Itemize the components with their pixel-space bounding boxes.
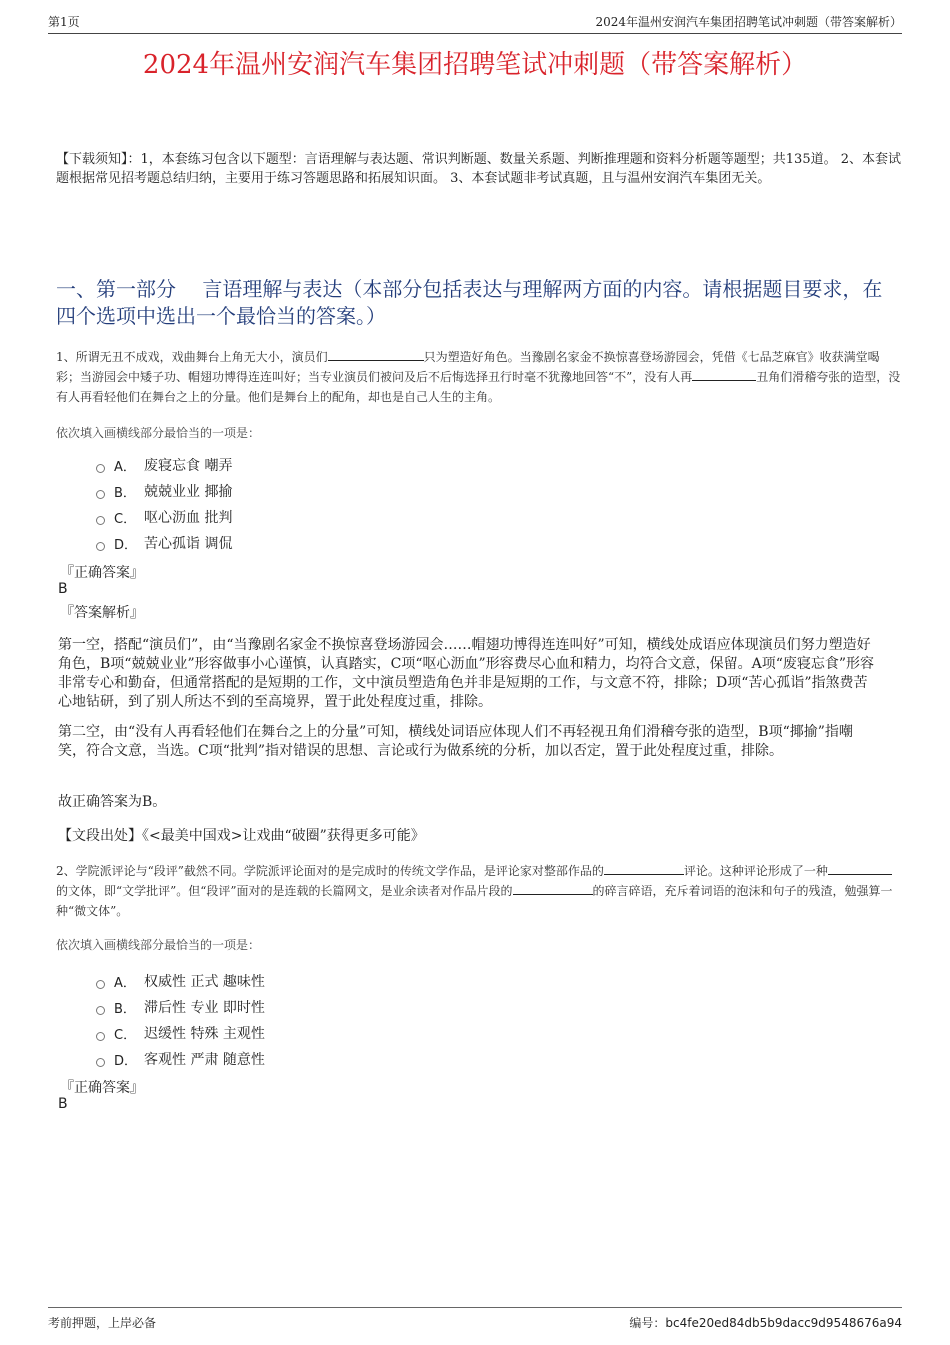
option-b[interactable]: B． 滞后性 专业 即时性 [96, 994, 265, 1020]
analysis-conclusion: 故正确答案为B。 [58, 794, 167, 810]
page-footer [48, 1307, 902, 1331]
option-d[interactable]: D． 苦心孤诣 调侃 [96, 530, 232, 556]
radio-icon[interactable] [96, 980, 105, 989]
analysis-paragraph-2: 第二空，由“没有人再看轻他们在舞台之上的分量”可知，横线处词语应体现人们不再轻视丑角们滑稽夸张的造型，B项“揶揄”指嘲笑，符合文意，当选。C项“批判”指对错误的思想、言论或行为做系统的分析，加以否定，置于此处程度过重，排除。 [58, 724, 853, 759]
section-heading: 一、第一部分 言语理解与表达（本部分包括表达与理解两方面的内容。请根据题目要求，在四个选项中选出一个最恰当的答案。） [56, 277, 883, 328]
question-1-stem: 1、所谓无丑不成戏，戏曲舞台上角无大小，演员们 只为塑造好角色。当豫剧名家金不换惊喜登场游园会，凭借《七品芝麻官》收获满堂喝彩；当游园会中矮子功、帽翅功博得连连叫好；当专业演员们被问及后不后悔选择丑行时毫不犹豫地回答“不”，没有人再 丑角们滑稽夸张的造型，没有人再看轻他们在舞台之上的分量。他们是舞台上的配角，却也是自己人生的主角。 [56, 350, 901, 404]
option-c[interactable]: C． 呕心沥血 批判 [96, 504, 232, 530]
analysis-label: 『答案解析』 [60, 605, 144, 621]
radio-icon[interactable] [96, 1032, 105, 1041]
blank-line [513, 883, 593, 895]
analysis-paragraph-1: 第一空，搭配“演员们”，由“当豫剧名家金不换惊喜登场游园会……帽翅功博得连连叫好”可知，横线处成语应体现演员们努力塑造好角色，B项“兢兢业业”形容做事小心谨慎，认真踏实，C项“呕心沥血”形容费尽心血和精力，均符合文意，保留。A项“废寝忘食”形容非常专心和勤奋，但通常搭配的是短期的工作，文中演员塑造角色并非是短期的工作，与文意不符，排除；D项“苦心孤诣”指煞费苦心地钻研，到了别人所达不到的至高境界，置于此处程度过重，排除。 [58, 637, 875, 710]
answer-label: 『正确答案』 [60, 1080, 144, 1096]
blank-line [604, 863, 684, 875]
document-id: 编号：bc4fe20ed84db5b9dacc9d9548676a94 [629, 1316, 902, 1330]
radio-icon[interactable] [96, 542, 105, 551]
radio-icon[interactable] [96, 516, 105, 525]
header-doc-title: 2024年温州安润汽车集团招聘笔试冲刺题（带答案解析） [595, 15, 902, 29]
option-b[interactable]: B． 兢兢业业 揶揄 [96, 478, 232, 504]
radio-icon[interactable] [96, 1058, 105, 1067]
radio-icon[interactable] [96, 490, 105, 499]
option-a[interactable]: A． 废寝忘食 嘲弄 [96, 452, 232, 478]
blank-line [328, 349, 424, 361]
question-1-prompt: 依次填入画横线部分最恰当的一项是： [56, 426, 261, 440]
document-title: 2024年温州安润汽车集团招聘笔试冲刺题（带答案解析） [142, 50, 808, 80]
blank-line [828, 863, 892, 875]
question-2-prompt: 依次填入画横线部分最恰当的一项是： [56, 938, 261, 952]
radio-icon[interactable] [96, 464, 105, 473]
radio-icon[interactable] [96, 1006, 105, 1015]
option-c[interactable]: C． 迟缓性 特殊 主观性 [96, 1020, 265, 1046]
question-2-stem: 2、学院派评论与“段评”截然不同。学院派评论面对的是完成时的传统文学作品，是评论家对整部作品的 评论。这种评论形成了一种的文体，即“文学批评”。但“段评”面对的是连载的长篇网文，是业余读者对作品片段的 的碎言碎语，充斥着词语的泡沫和句子的残渣，勉强算一种“微文体”。 [56, 864, 893, 918]
question-2-options [96, 968, 265, 1072]
blank-line [692, 369, 756, 381]
option-d[interactable]: D． 客观性 严肃 随意性 [96, 1046, 265, 1072]
answer-label: 『正确答案』 [60, 565, 144, 581]
download-notice: 【下载须知】：1，本套练习包含以下题型：言语理解与表达题、常识判断题、数量关系题、判断推理题和资料分析题等题型；共135道。 2、本套试题根据常见招考题总结归纳，主要用于练习答题思路和拓展知识面。 3、本套试题非考试真题，且与温州安润汽车集团无关。 [56, 152, 901, 186]
footer-slogan: 考前押题，上岸必备 [48, 1316, 157, 1330]
question-1-options [96, 452, 232, 556]
option-a[interactable]: A． 权威性 正式 趣味性 [96, 968, 265, 994]
page-header [48, 14, 902, 34]
page-number: 第1页 [48, 15, 80, 29]
text-source: 【文段出处】《<最美中国戏>让戏曲“破圈”获得更多可能》 [58, 828, 425, 844]
answer-value: B [58, 1096, 68, 1112]
answer-value: B [58, 581, 68, 597]
